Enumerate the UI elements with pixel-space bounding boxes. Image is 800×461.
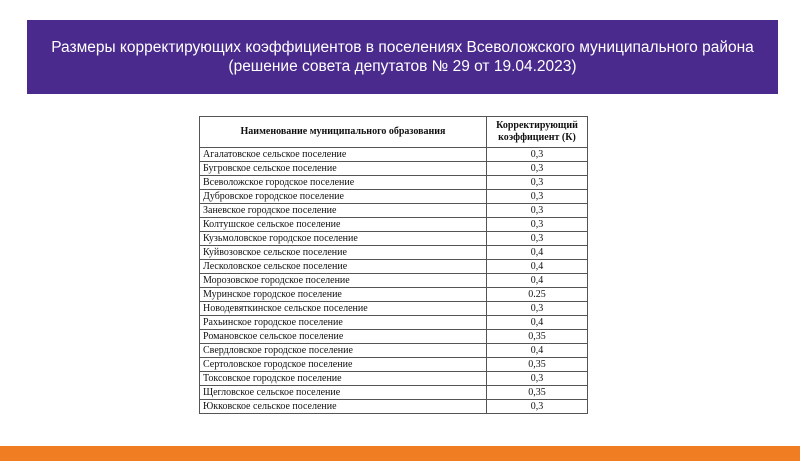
settlement-name: Агалатовское сельское поселение <box>200 148 487 162</box>
header-coefficient-line1: Корректирующий <box>496 120 578 131</box>
settlement-name: Кузьмоловское городское поселение <box>200 232 487 246</box>
coefficient-value: 0,3 <box>487 218 588 232</box>
table-row <box>200 302 588 316</box>
settlement-name: Новодевяткинское сельское поселение <box>200 302 487 316</box>
coefficient-value: 0,3 <box>487 232 588 246</box>
settlement-name: Дубровское городское поселение <box>200 190 487 204</box>
coefficient-value: 0,35 <box>487 386 588 400</box>
settlement-name: Токсовское городское поселение <box>200 372 487 386</box>
settlement-name: Бугровское сельское поселение <box>200 162 487 176</box>
coefficient-value: 0,3 <box>487 400 588 414</box>
table-row <box>200 358 588 372</box>
coefficient-value: 0,4 <box>487 274 588 288</box>
table-row <box>200 316 588 330</box>
settlement-name: Всеволожское городское поселение <box>200 176 487 190</box>
table-row <box>200 204 588 218</box>
table-row <box>200 232 588 246</box>
coefficients-table <box>199 116 588 414</box>
title-banner <box>27 20 778 94</box>
settlement-name: Куйвозовское сельское поселение <box>200 246 487 260</box>
table-row <box>200 148 588 162</box>
table-row <box>200 288 588 302</box>
coefficient-value: 0,4 <box>487 246 588 260</box>
coefficient-value: 0,3 <box>487 190 588 204</box>
coefficient-value: 0,3 <box>487 176 588 190</box>
settlement-name: Романовское сельское поселение <box>200 330 487 344</box>
table-row <box>200 190 588 204</box>
table-row <box>200 330 588 344</box>
coefficient-value: 0,35 <box>487 358 588 372</box>
coefficient-value: 0,3 <box>487 162 588 176</box>
header-name: Наименование муниципального образования <box>200 117 487 148</box>
settlement-name: Юкковское сельское поселение <box>200 400 487 414</box>
coefficient-value: 0,4 <box>487 316 588 330</box>
banner-title: Размеры корректирующих коэффициентов в поселениях Всеволожского муниципального района <box>51 39 754 56</box>
table-row <box>200 176 588 190</box>
coefficient-value: 0,3 <box>487 148 588 162</box>
coefficient-value: 0,3 <box>487 204 588 218</box>
settlement-name: Свердловское городское поселение <box>200 344 487 358</box>
table-header-row <box>200 117 588 148</box>
settlement-name: Щегловское сельское поселение <box>200 386 487 400</box>
coefficient-value: 0,3 <box>487 302 588 316</box>
header-coefficient-line2: коэффициент (К) <box>498 132 576 143</box>
banner-subtitle: (решение совета депутатов № 29 от 19.04.2023) <box>228 58 577 75</box>
bottom-accent-bar <box>0 446 800 461</box>
table-body <box>200 148 588 414</box>
table-row <box>200 372 588 386</box>
coefficient-value: 0,35 <box>487 330 588 344</box>
table-row <box>200 344 588 358</box>
settlement-name: Сертоловское городское поселение <box>200 358 487 372</box>
settlement-name: Муринское городское поселение <box>200 288 487 302</box>
table-row <box>200 274 588 288</box>
settlement-name: Рахьинское городское поселение <box>200 316 487 330</box>
table-row <box>200 218 588 232</box>
coefficient-value: 0,4 <box>487 344 588 358</box>
settlement-name: Заневское городское поселение <box>200 204 487 218</box>
coefficient-value: 0.25 <box>487 288 588 302</box>
settlement-name: Колтушское сельское поселение <box>200 218 487 232</box>
table-row <box>200 162 588 176</box>
table-row <box>200 246 588 260</box>
settlement-name: Морозовское городское поселение <box>200 274 487 288</box>
coefficient-value: 0,3 <box>487 372 588 386</box>
coefficients-table-container <box>199 116 587 414</box>
settlement-name: Лесколовское сельское поселение <box>200 260 487 274</box>
coefficient-value: 0,4 <box>487 260 588 274</box>
header-coefficient <box>487 117 588 148</box>
table-row <box>200 400 588 414</box>
table-row <box>200 260 588 274</box>
table-row <box>200 386 588 400</box>
